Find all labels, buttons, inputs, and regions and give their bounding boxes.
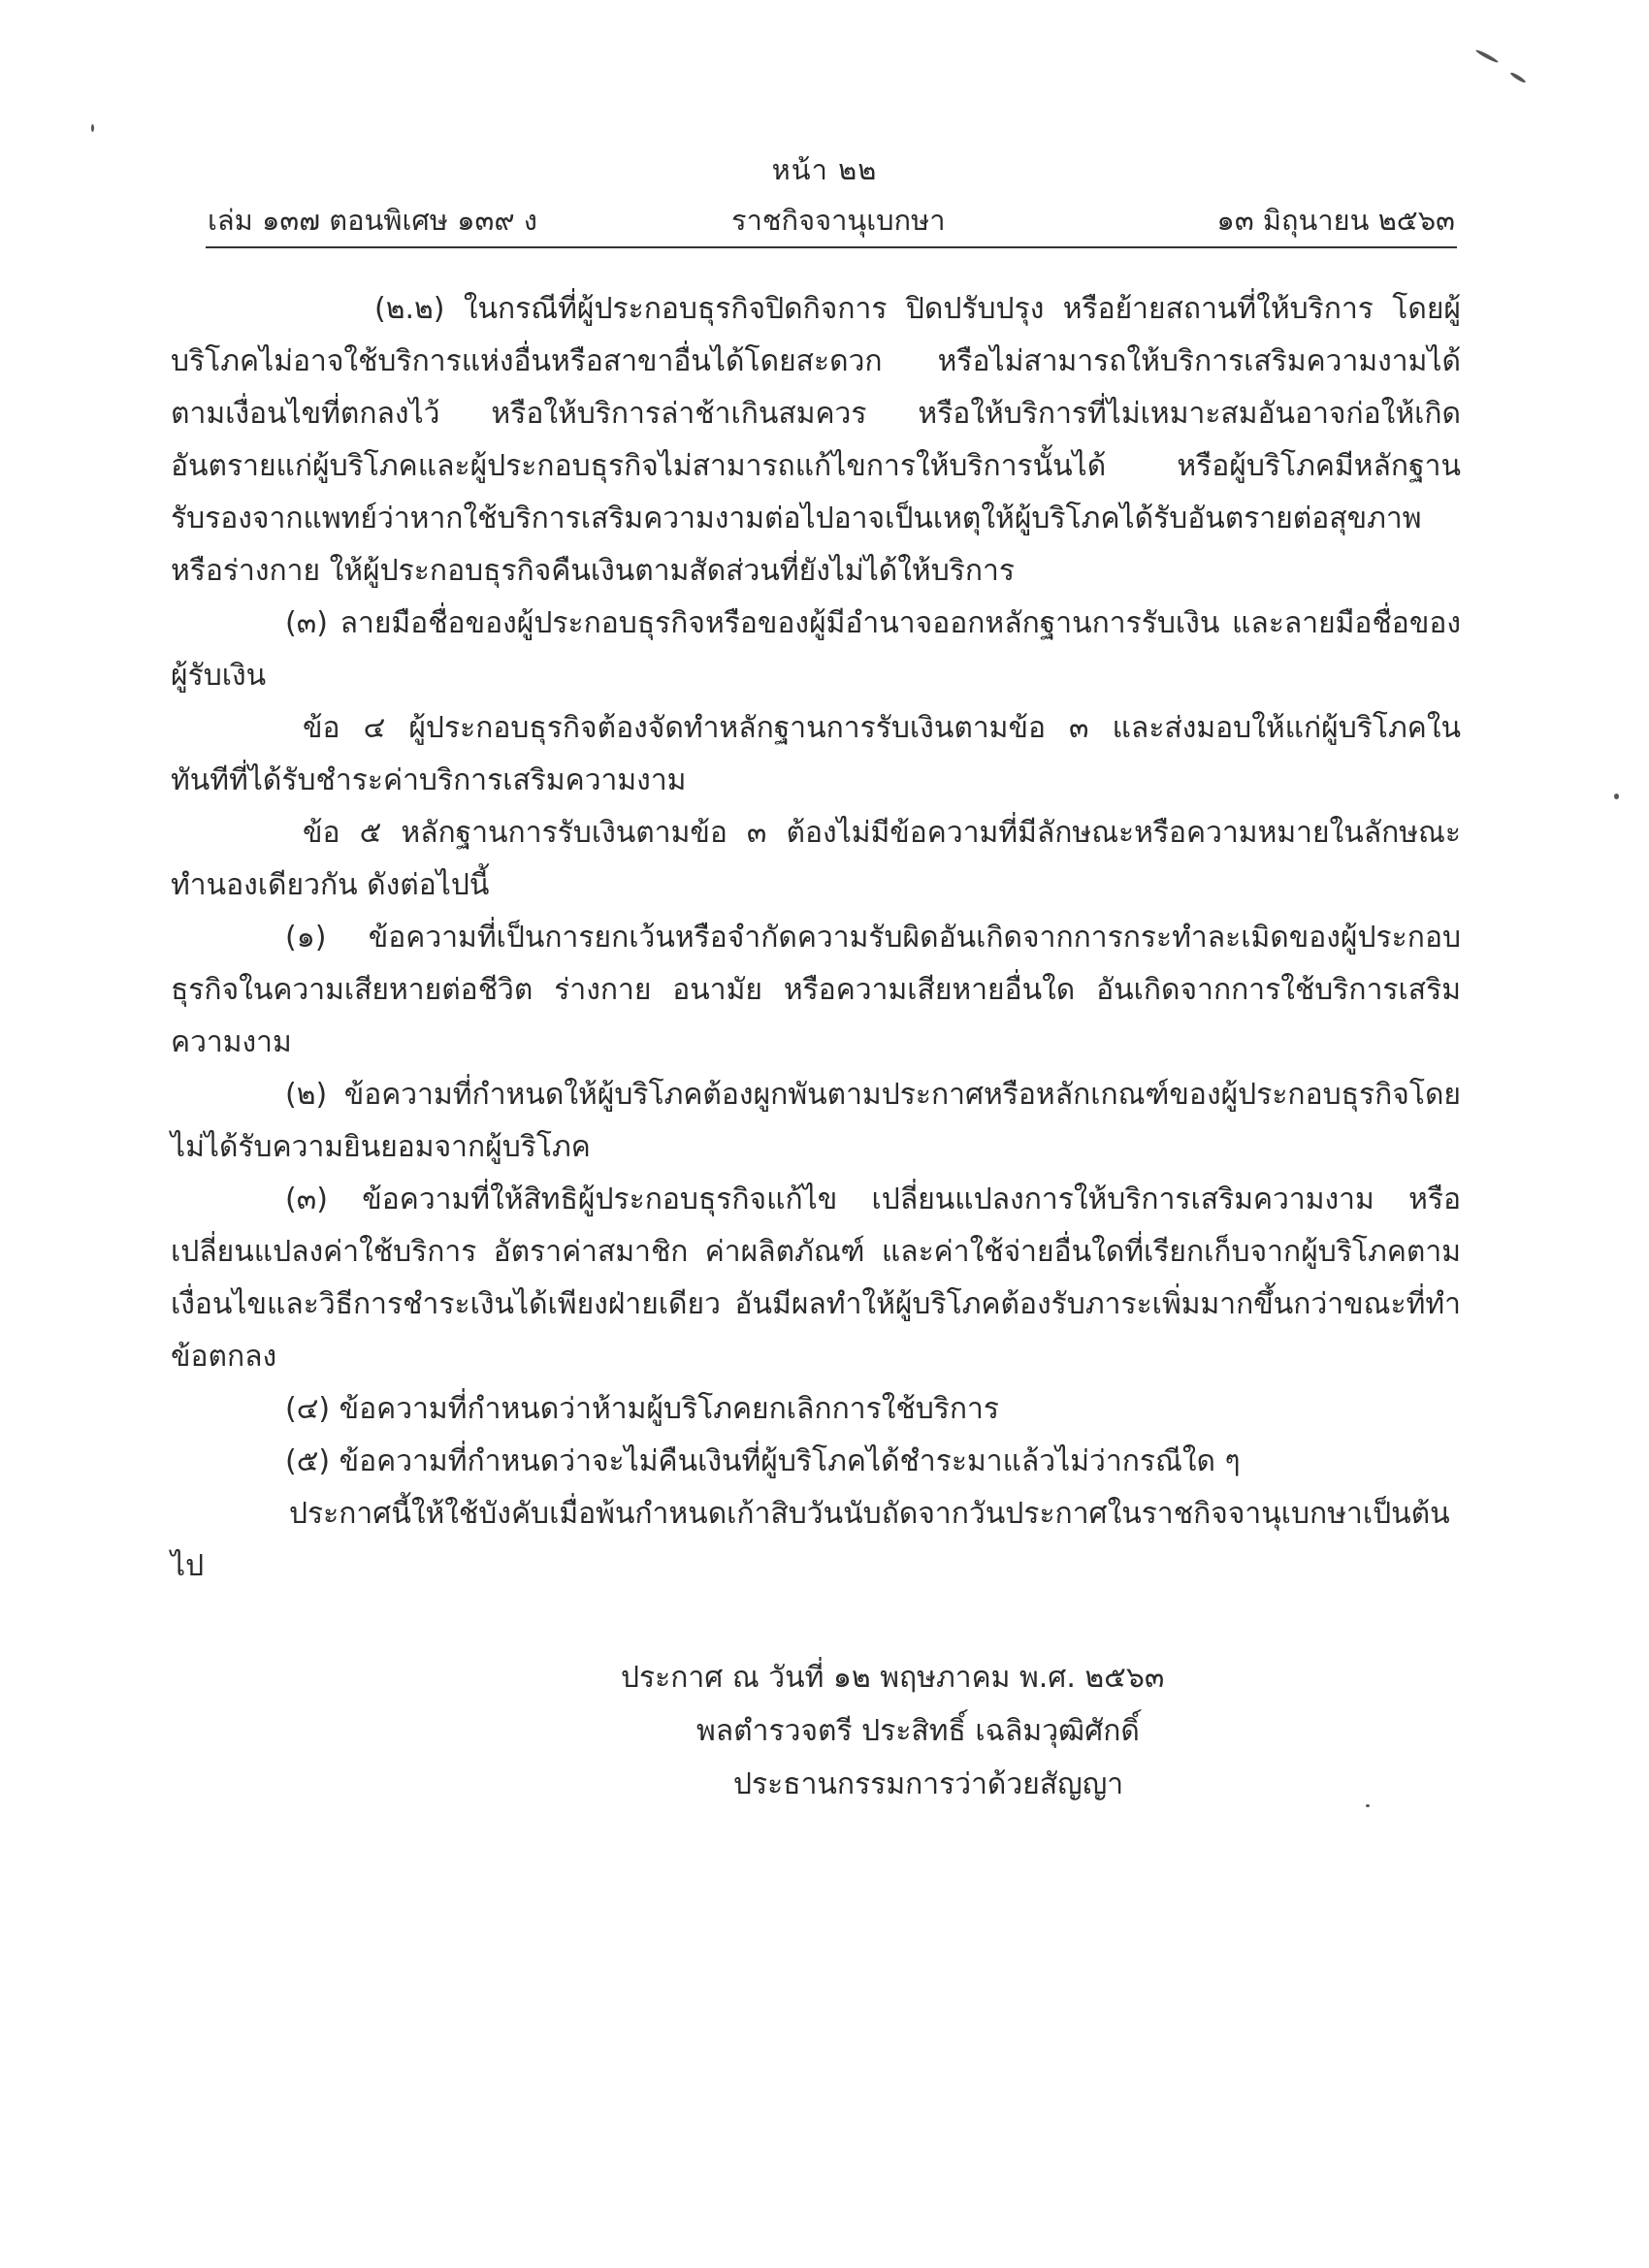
paragraph-sub-1: (๑) ข้อความที่เป็นการยกเว้นหรือจำกัดความรับผิดอันเกิดจากการกระทำละเมิดของผู้ประกอบธุรกิจในความเสียหายต่อชีวิต ร่างกาย อนามัย หรือความเสียหายอื่นใด อันเกิดจากการใช้บริการเสริมความงาม: [171, 921, 1461, 1059]
signature-block: [621, 1651, 1300, 1811]
announcement-date: ประกาศ ณ วันที่ ๑๒ พฤษภาคม พ.ศ. ๒๕๖๓: [621, 1661, 1165, 1695]
journal-title: ราชกิจจานุเบกษา: [731, 204, 946, 237]
header-divider: [206, 246, 1457, 248]
scan-speck: [1366, 1804, 1370, 1807]
paragraph-sub-5: (๕) ข้อความที่กำหนดว่าจะไม่คืนเงินที่ผู้บริโภคได้ชำระมาแล้วไม่ว่ากรณีใด ๆ: [285, 1444, 1241, 1478]
scan-speck: [1614, 794, 1619, 799]
paragraph-sub-3: (๓) ข้อความที่ให้สิทธิผู้ประกอบธุรกิจแก้ไข เปลี่ยนแปลงการให้บริการเสริมความงาม หรือเปลี่ยนแปลงค่าใช้บริการ อัตราค่าสมาชิก ค่าผลิตภัณฑ์ และค่าใช้จ่ายอื่นใดที่เรียกเก็บจากผู้บริโภคตามเงื่อนไขและวิธีการชำระเงินได้เพียงฝ่ายเดียว อันมีผลทำให้ผู้บริโภคต้องรับภาระเพิ่มมากขึ้นกว่าขณะที่ทำข้อตกลง: [171, 1183, 1461, 1374]
publication-date: ๑๓ มิถุนายน ๒๕๖๓: [1216, 204, 1455, 237]
paragraph-effective: ประกาศนี้ให้ใช้บังคับเมื่อพ้นกำหนดเก้าสิบวันนับถัดจากวันประกาศในราชกิจจานุเบกษาเป็นต้นไป: [171, 1497, 1450, 1583]
signer-name: พลตำรวจตรี ประสิทธิ์ เฉลิมวุฒิศักดิ์: [696, 1714, 1140, 1748]
volume-issue: เล่ม ๑๓๗ ตอนพิเศษ ๑๓๙ ง: [208, 204, 537, 237]
paragraph-sub-4: (๔) ข้อความที่กำหนดว่าห้ามผู้บริโภคยกเลิกการใช้บริการ: [285, 1392, 999, 1426]
paragraph-item-3: (๓) ลายมือชื่อของผู้ประกอบธุรกิจหรือของผู้มีอำนาจออกหลักฐานการรับเงิน และลายมือชื่อของผู้รับเงิน: [171, 606, 1461, 693]
document-body: [171, 283, 1461, 1593]
page-number: หน้า ๒๒: [771, 153, 878, 186]
paragraph-sub-2: (๒) ข้อความที่กำหนดให้ผู้บริโภคต้องผูกพันตามประกาศหรือหลักเกณฑ์ของผู้ประกอบธุรกิจโดยไม่ได้รับความยินยอมจากผู้บริโภค: [171, 1078, 1461, 1164]
signer-title: ประธานกรรมการว่าด้วยสัญญา: [733, 1767, 1124, 1801]
paragraph-2-2: (๒.๒) ในกรณีที่ผู้ประกอบธุรกิจปิดกิจการ ปิดปรับปรุง หรือย้ายสถานที่ให้บริการ โดยผู้บริโภคไม่อาจใช้บริการแห่งอื่นหรือสาขาอื่นได้โดยสะดวก หรือไม่สามารถให้บริการเสริมความงามได้ตามเงื่อนไขที่ตกลงไว้ หรือให้บริการล่าช้าเกินสมควร หรือให้บริการที่ไม่เหมาะสมอันอาจก่อให้เกิดอันตรายแก่ผู้บริโภคและผู้ประกอบธุรกิจไม่สามารถแก้ไขการให้บริการนั้นได้ หรือผู้บริโภคมีหลักฐานรับรองจากแพทย์ว่าหากใช้บริการเสริมความงามต่อไปอาจเป็นเหตุให้ผู้บริโภคได้รับอันตรายต่อสุขภาพหรือร่างกาย ให้ผู้ประกอบธุรกิจคืนเงินตามสัดส่วนที่ยังไม่ได้ให้บริการ: [171, 292, 1461, 588]
scan-speck: [91, 124, 94, 132]
paragraph-clause-5: ข้อ ๕ หลักฐานการรับเงินตามข้อ ๓ ต้องไม่มีข้อความที่มีลักษณะหรือความหมายในลักษณะทำนองเดียวกัน ดังต่อไปนี้: [171, 816, 1461, 902]
paragraph-clause-4: ข้อ ๔ ผู้ประกอบธุรกิจต้องจัดทำหลักฐานการรับเงินตามข้อ ๓ และส่งมอบให้แก่ผู้บริโภคในทันทีที่ได้รับชำระค่าบริการเสริมความงาม: [171, 711, 1461, 797]
scan-speck: [1509, 72, 1526, 84]
gazette-header: [208, 198, 1455, 244]
scan-speck: [1475, 49, 1500, 64]
